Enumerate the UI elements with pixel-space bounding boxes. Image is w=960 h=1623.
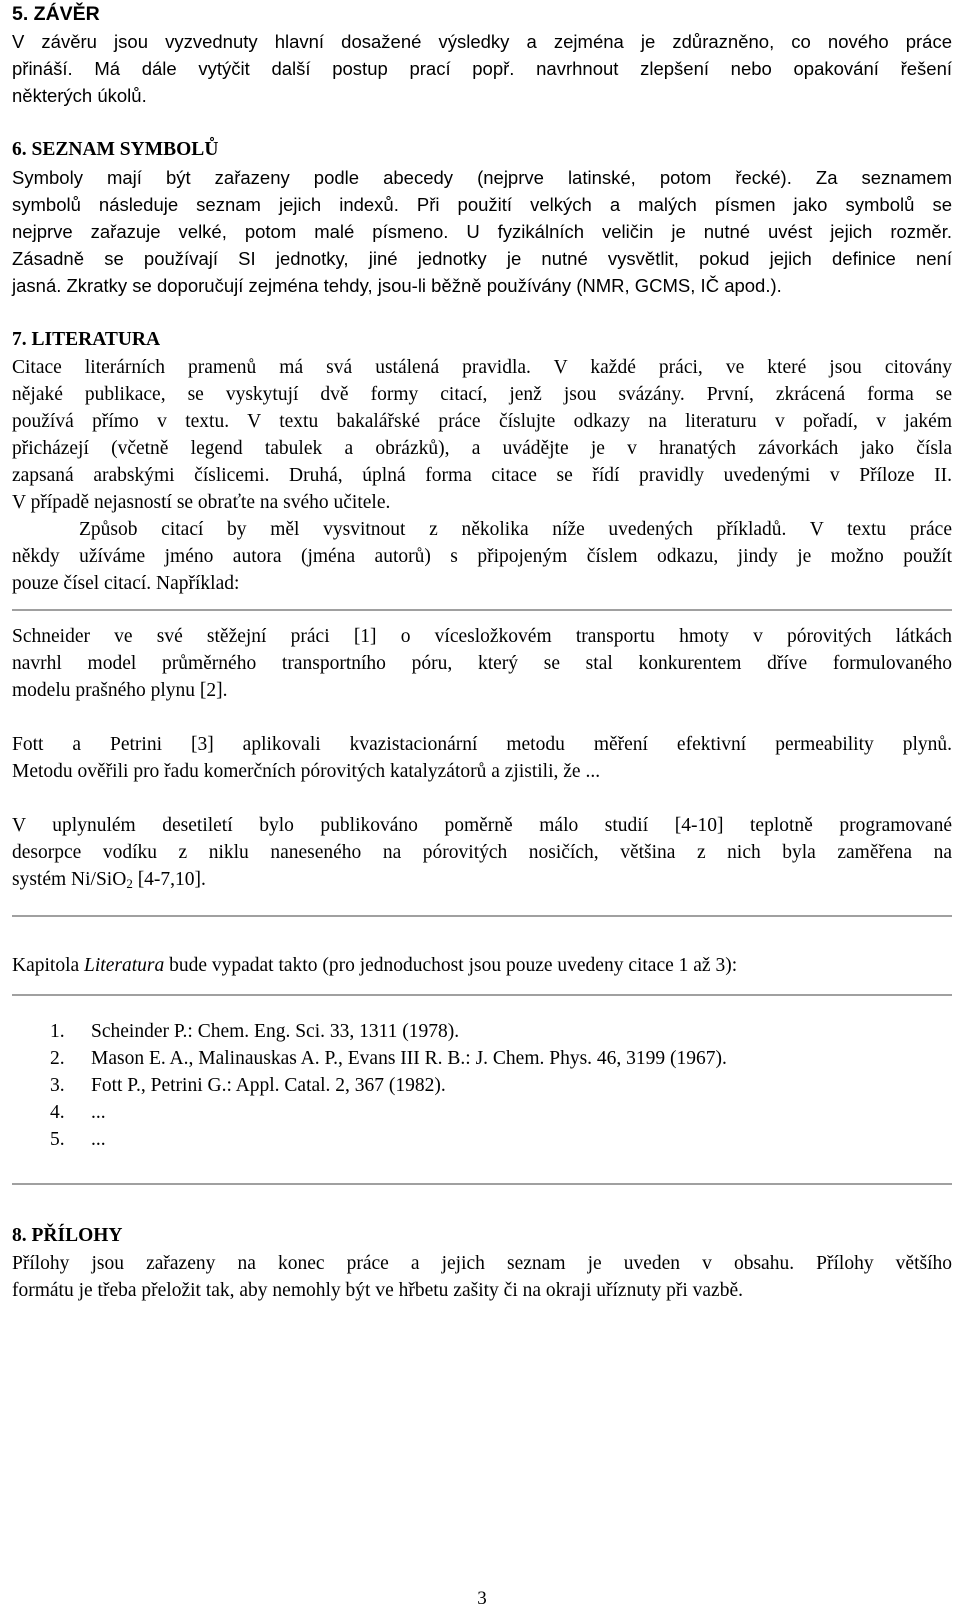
section-heading-zaver: 5. ZÁVĚR: [12, 3, 100, 25]
paragraph-line: jasná. Zkratky se doporučují zejména tehdy, jsou-li běžně používány (NMR, GCMS, IČ apod.).: [12, 275, 782, 296]
example-line: desorpce vodíku z niklu naneseného na pórovitých nosičích, většina z nich byla zaměřena na: [12, 842, 952, 863]
paragraph-line: používá přímo v textu. V textu bakalářské práce číslujte odkazy na literaturu v pořadí, v jakém: [12, 411, 952, 432]
reference-text: ...: [91, 1129, 106, 1150]
formula-text: systém Ni/SiO: [12, 869, 127, 890]
section-heading-prilohy: 8. PŘÍLOHY: [12, 1225, 123, 1246]
reference-text: Scheinder P.: Chem. Eng. Sci. 33, 1311 (1978).: [91, 1021, 460, 1042]
example-line: navrhl model průměrného transportního póru, který se stal konkurentem dříve formulovaného: [12, 653, 952, 674]
horizontal-rule: [12, 1183, 952, 1185]
page-number: 3: [477, 1588, 487, 1609]
paragraph-line: symbolů následuje seznam jejich indexů. Při použití velkých a malých písmen jako symbolů se: [12, 194, 952, 215]
example-line: Schneider ve své stěžejní práci [1] o vícesložkovém transportu hmoty v pórovitých látkách: [12, 626, 952, 647]
paragraph-line: nejprve zařazuje velké, potom malé písmeno. U fyzikálních veličin je nutné uvést jejich rozměr.: [12, 221, 952, 242]
reference-number: 2.: [50, 1048, 65, 1069]
section-heading-literatura: 7. LITERATURA: [12, 329, 161, 350]
example-line: Metodu ověřili pro řadu komerčních pórovitých katalyzátorů a zjistili, že ...: [12, 761, 601, 782]
paragraph-line: Symboly mají být zařazeny podle abecedy (nejprve latinské, potom řecké). Za seznamem: [12, 167, 952, 188]
paragraph-line: Způsob citací by měl vysvitnout z několika níže uvedených příkladů. V textu práce: [79, 519, 952, 540]
horizontal-rule: [12, 915, 952, 917]
reference-text: Fott P., Petrini G.: Appl. Catal. 2, 367 (1982).: [91, 1075, 446, 1096]
paragraph-line: Citace literárních pramenů má svá ustálená pravidla. V každé práci, ve které jsou citovány: [12, 357, 952, 378]
paragraph-line: V případě nejasností se obraťte na svého učitele.: [12, 492, 391, 513]
example-line: [12, 867, 952, 893]
reference-number: 1.: [50, 1021, 65, 1042]
reference-text: Mason E. A., Malinauskas A. P., Evans III R. B.: J. Chem. Phys. 46, 3199 (1967).: [91, 1048, 727, 1069]
formula-subscript: 2: [126, 876, 133, 891]
example-line: V uplynulém desetiletí bylo publikováno poměrně málo studií [4-10] teplotně programované: [12, 815, 952, 836]
chapter-note-text: Kapitola: [12, 955, 85, 976]
reference-number: 4.: [50, 1102, 65, 1123]
example-line: Fott a Petrini [3] aplikovali kvazistacionární metodu měření efektivní permeability plynů.: [12, 734, 952, 755]
horizontal-rule: [12, 994, 952, 996]
paragraph-line: formátu je třeba přeložit tak, aby nemohly být ve hřbetu zašity či na okraji uříznuty při vazbě.: [12, 1280, 743, 1301]
paragraph-line: V závěru jsou vyzvednuty hlavní dosažené výsledky a zejména je zdůrazněno, co nového práce: [12, 31, 952, 52]
chapter-note-italic: Literatura: [84, 955, 165, 976]
paragraph-line: Přílohy jsou zařazeny na konec práce a jejich seznam je uveden v obsahu. Přílohy většího: [12, 1253, 952, 1274]
paragraph-line: některých úkolů.: [12, 85, 147, 106]
paragraph-line: Zásadně se používají SI jednotky, jiné jednotky je nutné vysvětlit, pokud jejich definice není: [12, 248, 952, 269]
reference-number: 5.: [50, 1129, 65, 1150]
example-line: modelu prašného plynu [2].: [12, 680, 228, 701]
chapter-note: [12, 953, 952, 979]
section-heading-seznam-symbolu: 6. SEZNAM SYMBOLŮ: [12, 139, 219, 160]
reference-number: 3.: [50, 1075, 65, 1096]
chapter-note-text: bude vypadat takto (pro jednoduchost jsou pouze uvedeny citace 1 až 3):: [164, 955, 738, 976]
paragraph-line: nějaké publikace, se vyskytují dvě formy citací, jenž jsou svázány. První, zkrácená forma se: [12, 384, 952, 405]
paragraph-line: přináší. Má dále vytýčit další postup prací popř. navrhnout zlepšení nebo opakování řešení: [12, 58, 952, 79]
citation-text: [4-7,10].: [132, 869, 206, 890]
paragraph-line: někdy užíváme jméno autora (jména autorů) s připojeným číslem odkazu, jindy je možno použít: [12, 546, 952, 567]
paragraph-line: přicházejí (včetně legend tabulek a obrázků), a uvádějte je v hranatých závorkách jako čísla: [12, 438, 952, 459]
horizontal-rule: [12, 609, 952, 611]
reference-text: ...: [91, 1102, 106, 1123]
paragraph-line: zapsaná arabskými číslicemi. Druhá, úplná forma citace se řídí pravidly uvedenými v Příloze II.: [12, 465, 952, 486]
paragraph-line: pouze čísel citací. Například:: [12, 573, 240, 594]
